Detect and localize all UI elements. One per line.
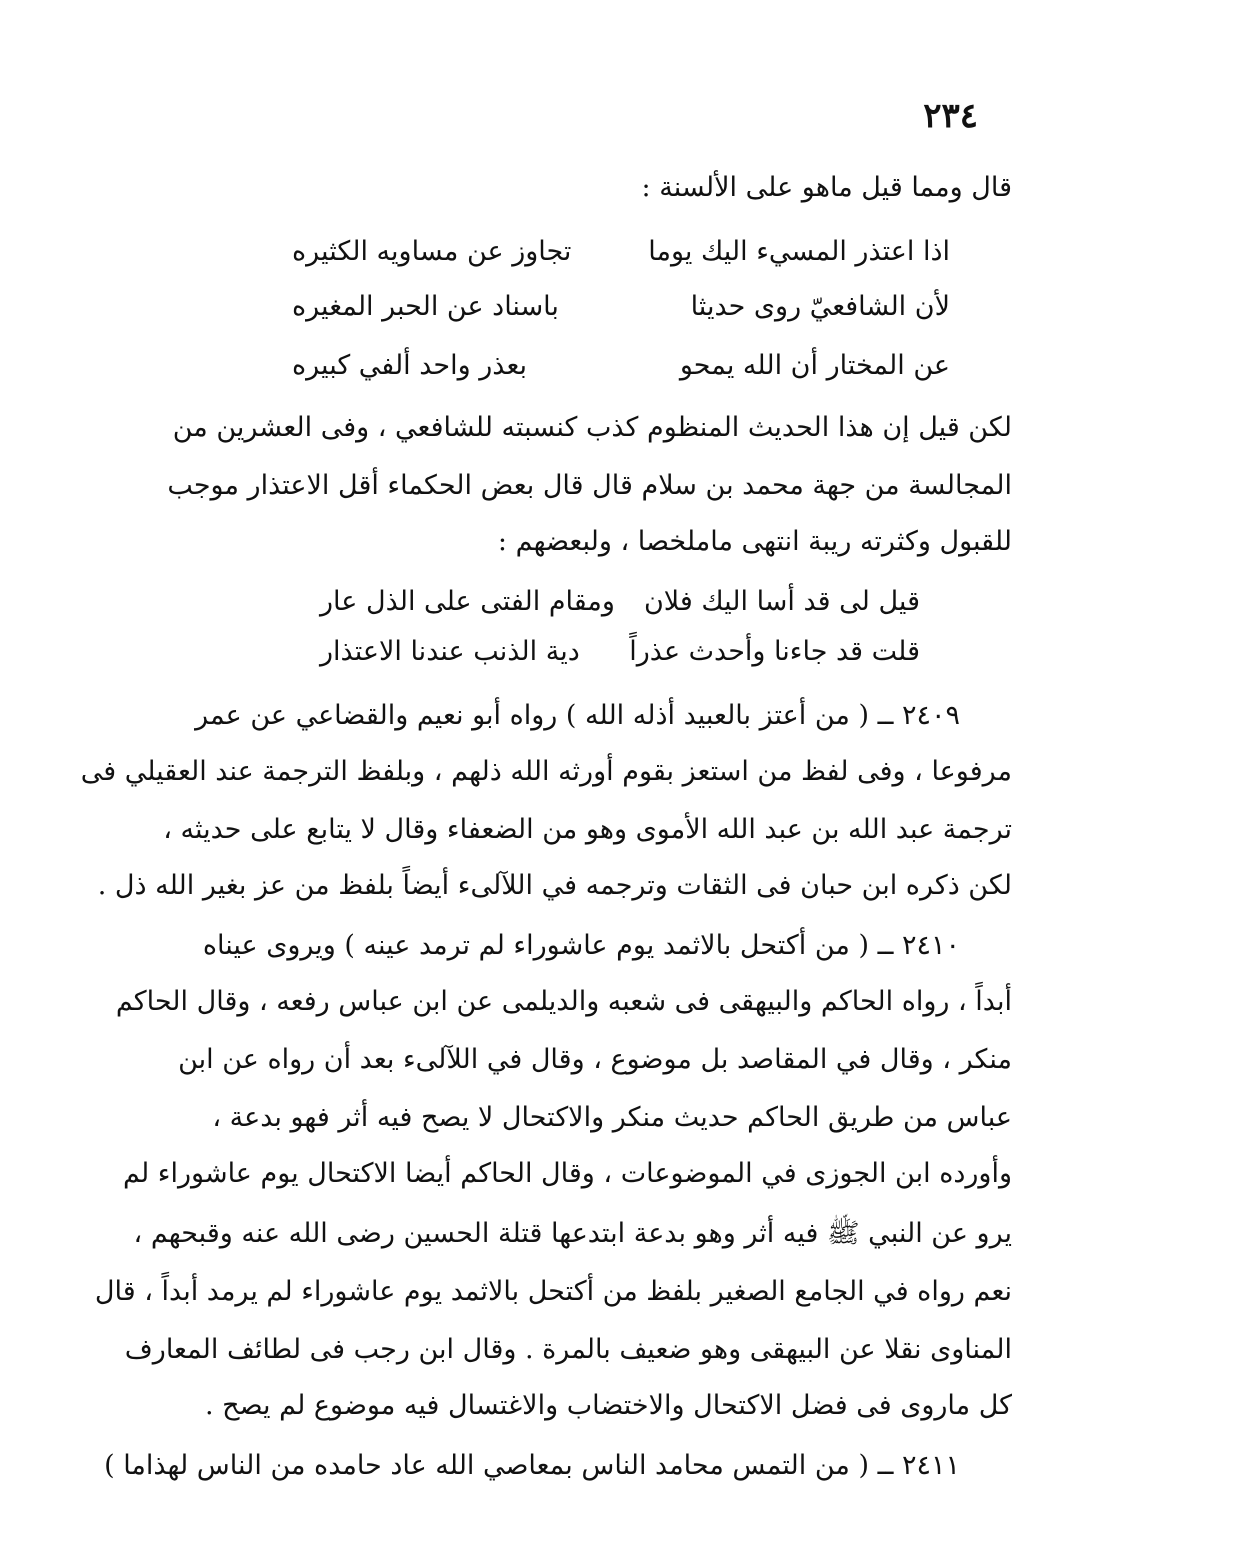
entry-2411-line: ٢٤١١ ــ ( من التمس محامد الناس بمعاصي الله عاد حامده من الناس لهذاما ): [104, 1450, 960, 1481]
paragraph-line: لكن قيل إن هذا الحديث المنظوم كذب كنسبته للشافعي ، وفى العشرين من: [172, 412, 1012, 443]
verse-first-hemistich: قيل لى قد أسا اليك فلان: [643, 586, 920, 617]
entry-2410-line: منكر ، وقال في المقاصد بل موضوع ، وقال في اللآلىء بعد أن رواه عن ابن: [178, 1044, 1012, 1075]
verse-line: [320, 632, 920, 672]
entry-2410-line: يرو عن النبي ﷺ فيه أثر وهو بدعة ابتدعها قتلة الحسين رضى الله عنه وقبحهم ،: [133, 1218, 1012, 1249]
entry-2410-line: أبداً ، رواه الحاكم والبيهقى فى شعبه والديلمى عن ابن عباس رفعه ، وقال الحاكم: [115, 986, 1012, 1017]
entry-2410-line: وأورده ابن الجوزى في الموضوعات ، وقال الحاكم أيضا الاكتحال يوم عاشوراء لم: [122, 1158, 1012, 1189]
entry-2409-line: ترجمة عبد الله بن عبد الله الأموى وهو من الضعفاء وقال لا يتابع على حديثه ،: [163, 814, 1012, 845]
entry-2410-line: كل ماروى فى فضل الاكتحال والاختضاب والاغتسال فيه موضوع لم يصح .: [205, 1390, 1012, 1421]
verse-first-hemistich: لأن الشافعيّ روى حديثا: [690, 291, 950, 322]
verse-line: [292, 232, 950, 272]
verse-second-hemistich: دية الذنب عندنا الاعتذار: [320, 636, 580, 667]
verse-line: [292, 346, 950, 386]
verse-second-hemistich: ومقام الفتى على الذل عار: [320, 586, 615, 617]
entry-2409-line: مرفوعا ، وفى لفظ من استعز بقوم أورثه الله ذلهم ، وبلفظ الترجمة عند العقيلي فى: [80, 756, 1012, 787]
verse-first-hemistich: قلت قد جاءنا وأحدث عذراً: [629, 636, 920, 667]
entry-2410-line: ٢٤١٠ ــ ( من أكتحل بالاثمد يوم عاشوراء لم ترمد عينه ) ويروى عيناه: [202, 930, 960, 961]
entry-2410-line: المناوى نقلا عن البيهقى وهو ضعيف بالمرة . وقال ابن رجب فى لطائف المعارف: [124, 1334, 1012, 1365]
entry-2410-line: عباس من طريق الحاكم حديث منكر والاكتحال لا يصح فيه أثر فهو بدعة ،: [212, 1102, 1012, 1133]
entry-2410-line: نعم رواه في الجامع الصغير بلفظ من أكتحل بالاثمد يوم عاشوراء لم يرمد أبداً ، قال: [94, 1276, 1012, 1307]
entry-2409-line: لكن ذكره ابن حبان فى الثقات وترجمه في اللآلىء أيضاً بلفظ من عز بغير الله ذل .: [97, 870, 1012, 901]
verse-line: [292, 287, 950, 327]
verse-second-hemistich: بعذر واحد ألفي كبيره: [292, 350, 527, 381]
verse-first-hemistich: عن المختار أن الله يمحو: [679, 350, 950, 381]
verse-line: [320, 582, 920, 622]
verse-first-hemistich: اذا اعتذر المسيء اليك يوما: [648, 236, 950, 267]
intro-line: قال ومما قيل ماهو على الألسنة :: [641, 172, 1012, 203]
verse-second-hemistich: باسناد عن الحبر المغيره: [292, 291, 559, 322]
paragraph-line: للقبول وكثرته ريبة انتهى ماملخصا ، ولبعضهم :: [497, 526, 1012, 557]
page-number: ٢٣٤: [923, 96, 978, 136]
entry-2409-line: ٢٤٠٩ ــ ( من أعتز بالعبيد أذله الله ) رواه أبو نعيم والقضاعي عن عمر: [195, 700, 960, 731]
paragraph-line: المجالسة من جهة محمد بن سلام قال قال بعض الحكماء أقل الاعتذار موجب: [167, 470, 1012, 501]
verse-second-hemistich: تجاوز عن مساويه الكثيره: [292, 236, 572, 267]
